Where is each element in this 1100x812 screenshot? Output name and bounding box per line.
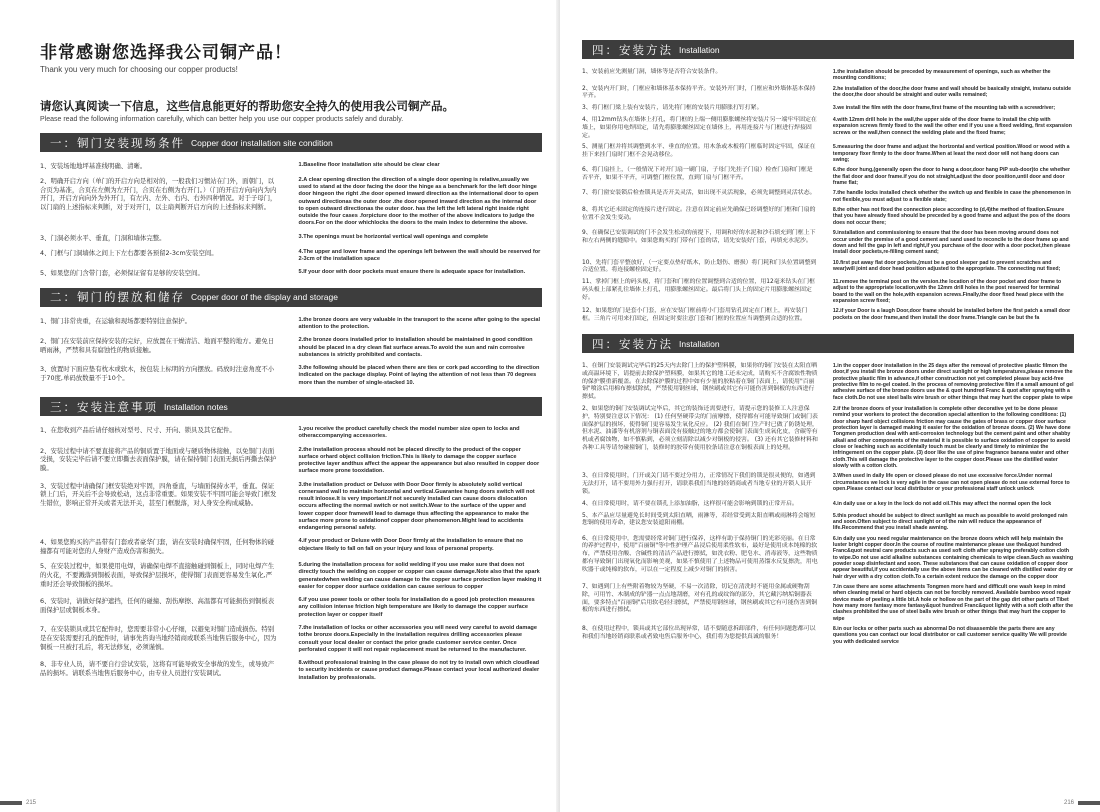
instruction-text-cn: 8、在使用过程中，锁具或其它部位出现异常，请不要随意拆卸部件，有任何问题您都可以和我们当地经销商联系或者致电售后服务中心，我们将为您提供真诚的服务！ <box>582 626 816 640</box>
section-title-cn: 三：安装注意事项 <box>50 399 158 414</box>
instruction-item <box>582 105 1074 113</box>
instruction-text-en: 8.the other has not fixed the connection piece according to (d,4)the method of fixation.Ensure that you have already fixed should be preceded by a good frame and adjust the pos of the doors does not occur there; <box>832 207 1071 226</box>
page-subtitle: Thank you very much for choosing our copper products! <box>40 65 238 74</box>
page-number-right <box>1064 800 1100 806</box>
instruction-text-cn: 3、在日常使用时，门开或关门请不要过分用力，正常情况下我们的锁是很灵便的，如遇到无法打开，请不要用外力强行打开，请联系我们当地的经销商或者当地专业的开锁人员开锁。 <box>582 473 816 495</box>
instruction-text-cn: 6、安装时，请做好保护遮挡，任何的碰撞、刮伤摩擦、高温都有可能损伤到铜板表面保护层或铜板本身。 <box>40 597 275 614</box>
instruction-text-cn: 1、在铜门安装调试完毕后的25天内去除门上的保护塑料膜，如果你的铜门安装在太阳直晒或高温环境下，请提前去除保护塑料膜，如果其它的地工还未完成，请购买不含腐蚀性物质的保护膜重新覆盖。在去除保护膜的过程中如有少量的胶粘着在铜门表面上，请使用"百丽铜"喷涂后用棉布擦拭除拭，严禁使用钢丝球，钢丝刷或其它有可能伤害到铜板的东西进行擦拭。 <box>582 363 818 401</box>
instruction-item <box>40 249 542 264</box>
instruction-item <box>582 513 1074 532</box>
instruction-item <box>582 626 1074 645</box>
instruction-text-en: 12.if your Door is a laugh Door,door frame should be installed before the first patch a small door pockets on the door frame,and then install the door frame.Triangle can be but the fa <box>832 308 1071 321</box>
instruction-text-en: 8.without professional training in the case please do not try to install own which cloudlead to security incidents or cause product damage.Please contact your local authorized dealer installation by professionals. <box>298 660 540 681</box>
instruction-text-en: 5.If your door with door pockets must ensure there is adequate space for installation. <box>298 269 526 276</box>
instruction-text-en: 7.the installation of locks or other accessories you will need very careful to avoid damage tothe bronze doors.Especially in the installation requires drilling accessories please consult your local dealer or contact the prior grade customer service center. Once perforated copper it will not repair replacement must be returned to the manufacturer. <box>298 624 537 653</box>
section-body <box>582 363 1074 645</box>
section-body <box>582 69 1074 324</box>
instruction-text-en: 8.in our locks or other parts such as abnormal Do not disassemble the parts there are any questions you can contact our local distributor or call customer service quality We will provide you with dedicated service <box>832 626 1067 645</box>
section-header <box>582 40 1074 59</box>
instruction-text-cn: 3、安装过程中请确保门框安装绝对牢固，四角垂直，与墙面保持水平，垂直。保证锁上门后，开关后不会导致松动，这点非常重要。如果安装不牢固可能会导致门框发生错位，影响正常开关或者无法开关，甚至门框脱落，对人身安全构成威胁。 <box>40 481 277 508</box>
instruction-item <box>40 597 542 619</box>
read-notice-subtitle: Please read the following information carefully, which can better help you use our copper products safely and durably. <box>40 116 404 123</box>
instruction-text-cn: 4、门框与门洞墙体之间上下左右都要各预留2-3cm安装空间。 <box>40 248 218 257</box>
instruction-text-cn: 7、在安装锁具或其它配件时，您需要非常小心仔细，以避免对铜门造成损伤。特别是在安装需要打孔的配件时，请事先咨询当地经销商或联系当地售后服务中心，因为铜板一旦被打孔后，将无法修复，必须谨慎。 <box>40 624 277 651</box>
instruction-item <box>582 406 1074 469</box>
instruction-item <box>582 144 1074 163</box>
instruction-text-cn: 5、如果您的门含带门套，必须保证留有足够的安装空间。 <box>40 269 204 278</box>
instruction-item <box>582 279 1074 304</box>
instruction-item <box>40 482 542 533</box>
instruction-text-en: 2.the installation process should not be placed directly to the product of the copper surface orhard object collision friction.This is likely to damage the copper surface protective layer andthus affect the appear the appearance but also resulted in copper door surface more prone tooxidation. <box>298 446 540 475</box>
page-mark <box>1078 801 1100 805</box>
section-body <box>40 426 542 682</box>
section-body <box>40 317 542 387</box>
instruction-text-cn: 3、放置时下面应垫有枕木或软木，按包装上标明的方向摆放。码放时注意角度不小于70度,单码放数量不于10个。 <box>40 365 275 383</box>
instruction-item <box>40 447 542 476</box>
instruction-text-cn: 2、安装过程中请不要直接将产品的铜质置于地面或与硬质物体接触，以免铜门表面受损，安装完毕后请不要立即撕去表面保护膜，请在保持铜门表面无损后再撕去保护膜。 <box>40 446 277 473</box>
instruction-item <box>582 86 1074 102</box>
section-title-en: Installation notes <box>164 401 228 412</box>
instruction-item <box>582 230 1074 255</box>
instruction-text-cn: 10、先将门套平整放好，（一定要点垫好纸木，防止划伤、磨损）将门耗和门头位置调整到合适位置。将连接螺栓固定好。 <box>582 259 817 274</box>
instruction-item <box>582 260 1074 276</box>
instruction-text-cn: 5、本产品应尽量避免长时间受到太阳直晒，雨淋等，若经常受到太阳直晒或雨淋将会缩短您铜的使用寿命，建议您安装遮阳雨棚。 <box>582 512 816 527</box>
instruction-text-en: 3.the installation product or Deluxe with Door Door firmly is absolutely solid vertical cornersand wall to maintain horizontal and vertical.Guarantee hung doors switch will not result inloose.It is very important.If not securely installed can cause doors dislocation occurs affecting the normal switch or not switch.Wear to the surface of the upper and lower copper door framewill lead to damage thus affecting the appearance to make the surface more prone to oxidationof copper door phenomenon.Might lead to accidents endangering personal safety. <box>298 481 535 532</box>
right-sections <box>582 40 1074 645</box>
instruction-text-cn: 8、将其它还未固定的连接片进行固定。注意在固定前应先确保已经调整好的门框和门扇的位置不会发生变动。 <box>582 207 816 221</box>
instruction-item <box>40 269 542 278</box>
instruction-text-cn: 1、在您收到产品后请仔细核对型号、尺寸、开向、锁具及其它配件。 <box>40 426 236 434</box>
instruction-text-cn: 1、安装前应先测量门洞，墙体等是否符合安装条件。 <box>582 69 722 75</box>
instruction-text-en: 5.this product should be subject to direct sunlight as much as possible to avoid prolonged rain and soon.Often subject to direct sunlight or of the rain will reduce the appearance of life.Recommend that you install shade awning. <box>832 512 1068 532</box>
instruction-text-cn: 4、用12mm钻头在墙体上打孔，将门框的上端一侧用膨胀螺丝将安装片另一端牢牢固定在墙上，如果你用电焊固定，请先将膨胀螺丝固定在墙体上，再用连接片与门框进行焊接固定。 <box>582 117 817 139</box>
page-title: 非常感谢您选择我公司铜产品！ <box>40 43 292 63</box>
instruction-text-cn: 6、将门扇挂上，（一般情况下对开门扇一刷门扇，子母门先挂子门扇）检查门扇和门框是否平齐，如果不平齐，可调整门框位置，直到门扇与门框平齐。 <box>582 167 813 182</box>
instruction-item <box>582 117 1074 140</box>
instruction-text-en: 3.When used in daily life open or closed please do not use excessive force.Under normal circumstances we lock is very agile in the case can not open please do not use external force to open.Please contact our local distributor or your professional staff unlock unlock <box>832 473 1070 493</box>
instruction-item <box>40 162 542 171</box>
instruction-text-en: 1.you receive the product carefully check the model number size open to locks and otheraccompanying accessories. <box>298 426 520 440</box>
right-page <box>560 0 1100 812</box>
instruction-text-en: 2.if the bronze doors of your installation is complete other decorative yet to be done please remind your workers to protect the decoration special attention to the following conditions: (1) door sharp hard object collisions friction may cause the gates of brass or copper door surface protection layer is damaged making it easier for the oxidation of bronze doors. (2) We have done Tongmen production deal with anti-corrosion technology but the cement paint and other shabby alkali and other components of the material it is possible to surface oxidation of copper to avoid close or leaching such as accidentally touch must be clearly and timely to minimize the infringement on the copper plate. (3) door like the use of pine fragrance banana water and other cloth.This will damage the protective layer to the copper door.Please use the distilled water slowly with a cotton cloth. <box>832 405 1071 470</box>
instruction-item <box>582 584 1074 622</box>
instruction-text-en: 7.the handle locks installed check whether the switch up and flexible in case the phenomenon in not flexible,you must adjust to a flexible state; <box>832 190 1071 203</box>
instruction-item <box>40 538 542 556</box>
instruction-text-cn: 6、在日常使用中，您需要经常对铜门进行保养，这样有助于保持铜门的光彩亮丽。在日常的养护过程中，使用"百丽铜"等中性护理产品浸后使用柔性软布，最好是使用成本纯棉的软布，严禁使用含酸、含碱性的清洁产品进行擦拭，如洗衣粉、肥皂水、消毒液等，这些物质都有导致铜门出现氧化而影响美观，如果不慎使用了上述物品可使用蒸馏水反复擦洗，用电吹器干或纯棉的软布，可以在一定程度上减少对铜门的损害。 <box>582 535 818 573</box>
page-mark <box>0 801 22 805</box>
instruction-text-en: 9.installation and commissioning to ensure that the door has been moving around does not occur under the premise of a good cement and sand used to reconcile to the door frame up and down and fell the gap in left and right,if you purchase of the door with a door pocket,then please install door pockets,re-filling cement sand; <box>832 230 1071 256</box>
instruction-item <box>40 317 542 332</box>
instruction-text-en: 1.Baseline floor installation site should be clear clear <box>298 162 440 168</box>
instruction-text-cn: 2、安装内开门时，门框应和墙体基本保持平齐。安装外开门时，门框应和外墙体基本保持平齐。 <box>582 85 816 100</box>
instruction-text-en: 6.in daily use you need regular maintenance on the bronze doors which will help maintain the luster bright copper door.In the course of routine maintenance please use the&quot hundred Franc&quot neutral care products such as used soft cloth after spraying preferably cotton cloth to wipe.Do not use acid alkaline substances containing chemicals to wipe clean.Such as washing powder soap disinfectant and soon. These substances that can cause oxidation of copper door appear beautiful,if you accidentally use the above items can be cleaned with distilled water dry or hair dryer with a dry cotton cloth.To a certain extent reduce the damage on the copper door <box>832 535 1074 580</box>
instruction-text-cn: 2、铜门在安装前应保持安装的完好，应放置在干燥清洁、地面平整的地方。避免日晒雨淋，严禁和具有腐蚀性的物质接触。 <box>40 337 275 355</box>
instruction-text-en: 4.in daily use or a key in the lock do not add oil.This may affect the normal open the lock <box>832 500 1052 507</box>
instruction-text-cn: 11、掌掉门框上的码头板，将门套和门框的位置调整到合适的位置，用12毫米钻头在门框码头板上部紧孔往墙体上打孔，用膨胀螺丝固定。最后将门头上的固定片用膨胀螺丝固定好。 <box>582 279 815 301</box>
page-number: 216 <box>1063 800 1074 806</box>
instruction-text-en: 1.the bronze doors are very valuable in the transport to the scene after going to the special attention to the protection. <box>298 316 541 331</box>
instruction-item <box>582 167 1074 186</box>
section-title-en: Copper door of the display and storage <box>191 292 338 303</box>
section-header <box>40 397 542 416</box>
instruction-text-en: 3.The openings must be horizontal vertical wall openings and complete <box>298 233 489 240</box>
instruction-item <box>40 625 542 654</box>
instruction-item <box>40 660 542 682</box>
instruction-text-en: 6.if you use power tools or other tools for installation do a good job protection measures any collision intense friction high temperature are likely to damage the copper surface protection layer or copper itself <box>298 597 535 618</box>
instruction-item <box>582 69 1074 82</box>
section-title-cn: 四：安装方法 <box>592 42 673 57</box>
instruction-text-en: 10.first put away flat door pockets,(must be a good sleeper pad to prevent scratches and wear)will joint and door head position adjusted to the appropriate. The connecting nut fixed; <box>832 259 1061 272</box>
instruction-text-en: 3.the following should be placed when there are ties or cork pad according to the direction indicated on the package display. Point of laying the attention of not less than 70 degrees more than the number of single-stacked 10. <box>298 365 540 386</box>
instruction-item <box>582 473 1074 496</box>
page-number: 215 <box>26 800 37 806</box>
instruction-item <box>582 190 1074 203</box>
instruction-text-cn: 2、如果您的铜门安装调试完毕后，其它的装饰还需要进行，请提示您的装修工人注意保护，特别要注意以下情况： (1) 任何坚硬带尖的门前摩擦，使得都有可能导致铜门或铜门表面保护层的损坏，使得铜门更容易发生氧化反应。 (2) 我们在铜门生产时已做了防锈处理，但水泥、油漆等有机溶剂与铜表面没有接触过的地方都会使铜门表面生成氧化皮，含碳等有机或者腐蚀物，如不慎粘到，必须立刻清除以减少对铜板的侵害。 (3) 还有其它装修材料和各种工具等请勿碰撞铜门，装修时的胶带有使用胶条请注意在铜板表面上的处理。 <box>582 405 818 451</box>
instruction-text-cn: 7、将门窗安装锁后检查锁具是否开关灵活，如出现不灵活现象，必须先调整到灵活状态。 <box>582 190 816 197</box>
section-title-cn: 二：铜门的摆放和储存 <box>50 290 185 305</box>
section-title-cn: 一：铜门安装现场条件 <box>50 135 185 150</box>
instruction-item <box>40 234 542 243</box>
page-number-left <box>0 800 36 806</box>
section-header <box>582 334 1074 353</box>
instruction-item <box>40 365 542 387</box>
instruction-item <box>40 177 542 228</box>
instruction-item <box>40 562 542 591</box>
instruction-text-en: 6.the door hung,(generally open the door to hang a door,door hang PiP sub-door)to che whether the flat door and door frame.if you do not straight,adjust the door position,until door and door frame flat; <box>832 167 1071 187</box>
section-title-en: Installation <box>679 338 720 349</box>
instruction-text-en: 2.he installation of the door,the door frame and wall should be basically straight, instanu outside the door,the door should be straight and outer walls remained; <box>832 85 1072 99</box>
instruction-text-cn: 7、如遇到门上有些附着物较为坚硬，不易一次清除，切记在清洗时不能用金属或硬物刮除，可用竹、木制成的铲器一点点地刮磨，对有孔的或纹饰的部分，其它藏污纳垢铜器表面，要多特点"百丽铜"后用软毛轻扫擦拭，严禁使用钢丝球，钢丝刷或其它有可能伤害到铜板的东西进行擦拭。 <box>582 583 818 614</box>
instruction-item <box>40 337 542 359</box>
instruction-text-cn: 5、测量门框并将其调整到水平、垂直的位置。用木条或木板将门框临时固定牢固，保证在挂下来挂门扇时门框不会晃动移位。 <box>582 144 816 159</box>
section-title-en: Installation <box>679 44 720 55</box>
instruction-item <box>582 536 1074 580</box>
instruction-text-en: 5.during the installation process for solid welding if you use make sure that does not directly touch the welding on copper or copper can cause damage.Note also that the spark generatedwhen welding can cause damage to the copper surface protection layer making it easier for copper door surface oxidation can cause serious to copper <box>298 562 542 590</box>
section-body <box>40 162 542 278</box>
instruction-item <box>582 308 1074 324</box>
instruction-text-en: 4.if your product or Deluxe with Door Door firmly at the installation to ensure that no objectare likely to fall on fall on your injury and loss of personal property. <box>298 538 523 552</box>
instruction-text-cn: 5、在安装过程中，如果使用电焊，请确保电焊不直接触碰到铜板上，同时电焊产生的火花，不要溅落到铜板表面，导致保护层损坏，使得铜门表面更容易发生氧化,严重时还会导致铜板的损坏。 <box>40 562 275 588</box>
instruction-text-cn: 9、在确保已安装调试的门不会发生松动的前提下，用调和好的水泥和沙石填充到门框上下和左右两侧的缝隙中。如果您购买的门带有门套的话，请先安装好门套，再填充水泥沙。 <box>582 230 816 244</box>
instruction-text-cn: 3、将门框门梁上装有安装片，请先将门框的安装片用膨胀打钉打紧。 <box>582 105 763 112</box>
section-title-en: Copper door installation site condition <box>191 137 333 148</box>
instruction-text-en: 4.The upper and lower frame and the openings left between the wall should be reserved for 2-3cm of the installation space <box>298 248 541 262</box>
instruction-text-en: 2.A clear opening direction the direction of a single door opening is relative,usually we used to stand at the door facing the door the hinge as a benchmark for the left door hinge door hingeon the right .the door opened inward direction as the international door to open outward directionas the outer door .the door opened inward direction as the internal door to open outward directionas the outer door. has the left the left lateral right inside right outside the four cases .forpicture door to the mother of the above indicators to judge the doors.For on the door whichlocks the doors to the main index to determine the above. <box>298 176 539 227</box>
instruction-text-en: 5.measuring the door frame and adjust the horizontal and vertical position.Wood or wood with a temporary fixer firmly to the door frame.When at least the next door will not hang doors can swing; <box>832 144 1070 164</box>
instruction-text-cn: 3、门洞必须水平、垂直，门洞和墙体完整。 <box>40 233 166 242</box>
section-title-cn: 四：安装方法 <box>592 336 673 351</box>
instruction-text-en: 2.the bronze doors installed prior to installation should be maintained in good condition should be placed in a dry clean flat surface areas.To avoid the sun and rain corrosive substances is strictly prohibited and contacts. <box>298 337 533 358</box>
instruction-text-cn: 4、在日常使用时，请不要在锁孔上添加油脂，这样很可能会影响到锁的正常开启。 <box>582 500 798 507</box>
left-sections <box>40 133 542 682</box>
instruction-item <box>582 501 1074 509</box>
instruction-text-cn: 2、明确开启方向（单门的开启方向是相对的，一般我们习惯站在门外，面朝门，以合页为基准，合页在左侧为左开门，合页在右侧为右开门。）（门的开启方向向内为内开门，开启方向向外为外开门，有左内、左外、右内、右外四种情况。对于子母门，以门扇的上述指标来判断，对于对开门，以主扇判断开启方向的上述指标来判断。 <box>40 176 277 212</box>
read-notice-title: 请您认真阅读一下信息，这些信息能更好的帮助您安全持久的使用我公司铜产品。 <box>40 99 454 113</box>
instruction-text-cn: 4、如果您购买的产品带有门套或者豪华门套，请在安装时确保牢固，任何物体的碰撞都有可能对您的人身财产造成伤害和损失。 <box>40 538 275 556</box>
instruction-item <box>582 363 1074 402</box>
section-header <box>40 133 542 152</box>
instruction-text-en: 4.with 12mm drill hole in the wall,the upper side of the door frame to install the chip with expansion screws firmly fixed to the wall the other end if you use a fixed welding, first expansion screws or the wall,then connect the welding plate and the fixed frame; <box>832 117 1072 136</box>
instruction-text-cn: 12、如果您的门是套小门套，应在安装门框前将小门套用钻孔固定在门框上，再安装门框。三角片可用来打固定，但固定时要注意门套和门框的位置应当调整到合适的位置。 <box>582 308 808 323</box>
instruction-text-cn: 8、非专业人员，请不要自行尝试安装，这将有可能导致安全事故的发生，或导致产品的损坏。请联系当地售后服务中心，由专业人员进行安装调试。 <box>40 660 275 677</box>
instruction-text-cn: 1、铜门非常贵重，在运输和现场都要特别注意保护。 <box>40 316 192 325</box>
section-header <box>40 288 542 307</box>
instruction-text-cn: 1、安装场地地坪基准线明确、清晰。 <box>40 162 147 170</box>
instruction-text-en: 11.remove the terminal post on the version.the location of the door pocket and door frame to adjust to the appropriate location,with the 12mm drill holes in the post reserved for terminal board to the wall on the hole,with expansion screws.Finally,the door fixed head piece with the expansion screw fixed; <box>832 279 1064 305</box>
instruction-text-en: 7.in case there are some attachments Tongmen more hard and difficult one wash keep in mind when cleaning metal or hard objects can not be forcibly removed. Available bamboo wood repair device made of peeling a little bit.A hole or hollow on the part of the gap dirt other parts of Tibet how many more fantasy more fantasy&quot hundred Franc&quot lightly with a soft cloth after the clashes prohibited the use of steel balls wire brush or other things that may hurt the copper to wipe <box>832 583 1074 622</box>
instruction-text-en: 1.in the copper door installation in the 25 days after the removal of protective plastic filmon the door,if you install the bronze doors under direct sunlight or high temperatures,please remove the protective plastic film in advance,if other construction not yet completed please buy acid-free protective film to re-gel coated. In the process of removing protective film if a small amount of gel adhesive surface of the bronze doors use the & quot hundred Franc & quot after spraying with a face cloth.Do not use steel balls wire brush or other things that may hurt the copper plate to wipe <box>832 363 1074 401</box>
instruction-text-en: 1.the installation should be preceded by measurement of openings, such as whether the mounting conditions; <box>832 69 1051 82</box>
instruction-text-en: 3.we install the film with the door frame,first frame of the mounting tab with a screwdriver; <box>832 105 1056 112</box>
instruction-item <box>582 207 1074 226</box>
instruction-item <box>40 426 542 441</box>
